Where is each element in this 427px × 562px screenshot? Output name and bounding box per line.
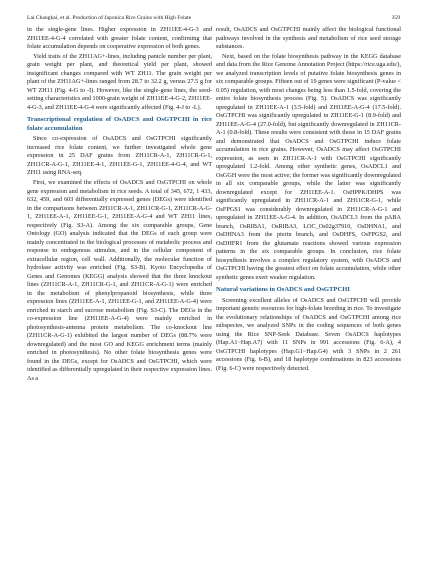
paragraph: Since co-expression of OsADCS and OsGTPCHI significantly increased rice folate content, we further investigated whole gene expression in 25 DAF grains from ZH11CR-A-1, ZH11CR-G-1, ZH11CR-A-G-1, ZH11EE-4-1, ZH11EE-G-1, ZH11EE-4-G-4, and WT ZH11 using RNA-seq. [27, 135, 212, 177]
running-title: Lai Changkai, et al. Production of Japonica Rice Grains with High Folate [27, 15, 192, 21]
running-header [27, 13, 400, 24]
paragraph: First, we examined the effects of OsADCS and OsGTPCHI on whole gene expression and metabolism in rice seeds. A total of 345, 672, 1 433, 632, 459, and 603 differentially expressed genes (DEGs) were identified in the comparisons between ZH11CR-A-1, ZH11CR-G-1, ZH11CR-A-G-1, ZH11EE-A-1, ZH11EE-G-1, ZH11EE-A-G-4 and WT ZH11 lines, respectively (Fig. S3-A). Among the six comparable groups, Gene Ontology (GO) analysis indicated that the DEGs of each group were mainly concentrated in the biological processes of metabolic process and response to endogenous stimulus, and in the cellular component of extracellular region, cell wall. Additionally, the molecular function of hydrolase activity was enriched (Fig. S3-B). Kyoto Encyclopedia of Genes and Genomes (KEGG) analysis showed that the three knockout lines (ZH11CR-A-1, ZH11CR-G-1, and ZH11CR-A-G-1) were enriched in the metabolism of phenylpropanoid biosynthesis, while three expression lines (ZH11EE-A-1, ZH11EE-G-1, and ZH11EE-A-G-4) were enriched in starch and sucrose metabolism (Fig. S3-C). The DEGs in the co-expression line (ZH11EE-A-G-4) were mainly enriched in photosynthesis-antenna protein metabolism. The co-knockout line (ZH11CR-A-G-1) exhibited the largest number of DEGs (88.7% were downregulated) and the most GO and KEGG enrichment terms (mainly enriched in photosynthesis). No other folate biosynthesis genes were found in the DEGs, except for OsADCS and OsGTPCHI, which were identified as differentially upregulated in their respective expression lines. As a [27, 179, 212, 382]
paragraph: in the single-gene lines. Higher expression in ZH11EE-4-G-3 and ZH11EE-4-G-4 correlated with greater folate content, confirming that folate accumulation depends on cooperative expression of both genes. [27, 26, 212, 50]
page-number: 359 [391, 15, 400, 21]
section-heading: Natural variations in OsADCS and OsGTPCHI [216, 286, 350, 294]
paragraph: Screening excellent alleles of OsADCS and OsGTPCHI will provide important genetic resources for high-folate breeding in rice. To investigate the evolutionary relationships of OsADCS and OsGTPCHI among rice subspecies, we analyzed SNPs in the coding sequences of both genes using the Rice SNP-Seek Database. Seven OsADCS haplotypes (Hap.A1~Hap.A7) with 11 SNPs in 991 accessions (Fig. 6-A), 4 OsGTPCHI haplotypes (Hap.G1~Hap.G4) with 3 SNPs in 2 261 accessions (Fig. 6-B), and 18 haplotype combinations in 823 accessions (Fig. 6-C) were respectively detected. [216, 296, 401, 372]
paragraph: result, OsADCS and OsGTPCHI mainly affect the biological functional pathways involved in the synthesis and metabolism of rice seed storage substances. [216, 26, 401, 50]
paragraph: Next, based on the folate biosynthesis pathway in the KEGG database and data from the Rice Genome Annotation Project (https://rice.uga.edu/), we analyzed transcription levels of putative folate biosynthesis genes in six comparable groups. Fifteen out of 19 genes were significant (P-value < 0.05) regulation, with most changes being less than 1.5-fold, covering the entire folate biosynthesis process (Fig. 5). OsADCS was significantly upregulated in ZH11EE-A-1 (3.5-fold) and ZH11EE-A-G-4 (17.5-fold). OsGTPCHI was significantly upregulated in ZH11EE-G-1 (8.9-fold) and ZH11EE-A-G-4 (27.0-fold), but significantly downregulated in ZH11CR-A-1 (0.8-fold). These results were consistent with those in 15 DAF grains and demonstrated that OsADCS and OsGTPCHI induce folate accumulation in rice grains. However, OsADCS may affect OsGTPCHI expression, as seen in ZH11CR-A-1 with OsGTPCHI significantly upregulated 1.2-fold. Among other synthetic genes, OsADCL1 and OsGGH were the most active; the former was significantly downregulated in all six comparable groups, while the latter was significantly downregulated except for ZH11EE-A-1. OsHPPK/DHPS was significantly upregulated in ZH11CR-A-1 and ZH11CR-G-1, while OsFPGS1 was considerably downregulated in ZH11CR-A-G-1 and upregulated in ZH11EE-A-G-4. In addition, OsADCL3 from the pABA branch, OsRIBA1, OsRIBA3, LOC_Os02g37910, OsDHNA1, and OsDHNA3 from the pterin branch, and OsDHFS, OsFPGS2, and OsDHFR1 from the glutamate reactions showed various expression patterns in the six comparable groups. In conclusion, rice folate biosynthesis involves a complex regulatory system, with OsADCS and OsGTPCHI having the greatest effect on folate accumulation, while other synthetic genes exert weaker regulation. [216, 52, 401, 281]
section-heading: Transcriptional regulation of OsADCS and OsGTPCHI in rice folate accumulation [27, 116, 212, 132]
left-column [27, 26, 212, 385]
right-column [216, 26, 401, 375]
paragraph: Yield traits of the ZH11AG+-lines, including panicle number per plant, grain weight per plant, and theoretical yield per plant, showed insignificant changes compared with WT ZH11. The grain weight per plant of the ZH11AG+-lines ranged from 28.7 to 32.2 g, versus 27.5 g for WT ZH11 (Fig. 4-G to -I). However, like the single-gene lines, the seed-setting characteristics and 1000-grain weight of ZH11EE-4-G-2, ZH11EE-4-G-3, and ZH11EE-4-G-4 were significantly affected (Fig. 4-J to -L). [27, 52, 212, 111]
